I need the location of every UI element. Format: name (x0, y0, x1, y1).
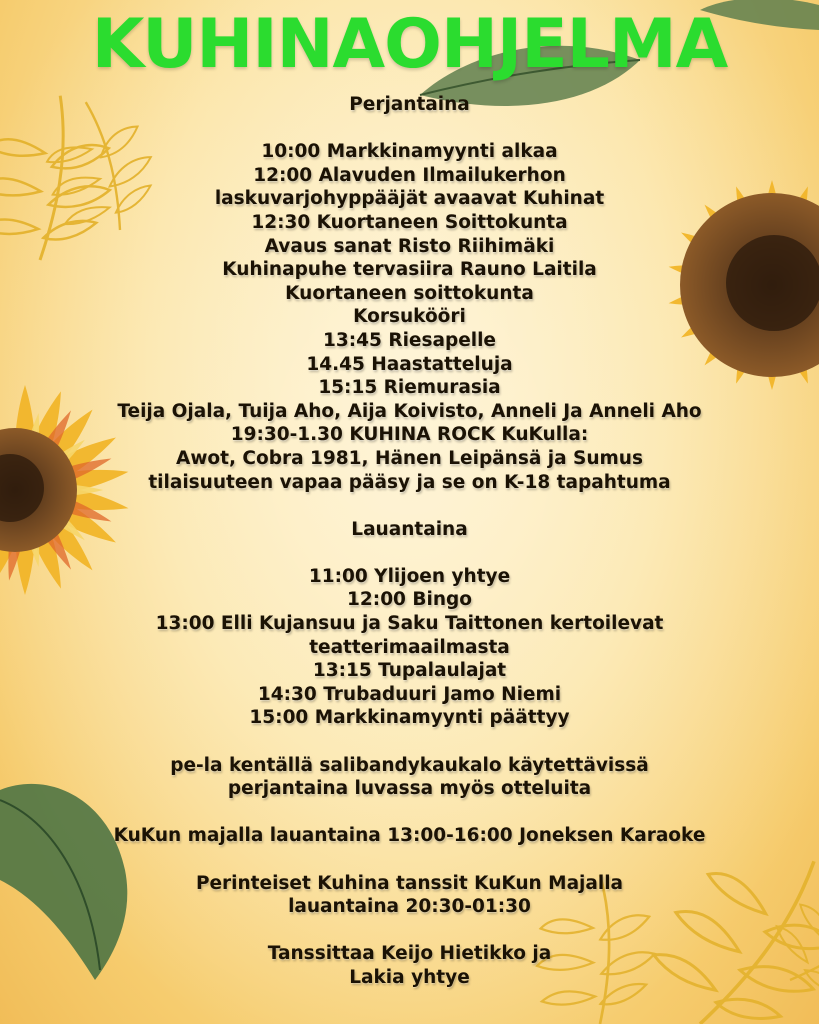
saturday-heading: Lauantaina (351, 518, 468, 540)
friday-item: tilaisuuteen vapaa pääsy ja se on K-18 tapahtuma (148, 471, 671, 493)
saturday-item: 14:30 Trubaduuri Jamo Niemi (257, 683, 562, 705)
saturday-item: 12:00 Bingo (347, 589, 472, 611)
friday-item: Kuhinapuhe tervasiira Rauno Laitila (222, 259, 597, 281)
saturday-item: teatterimaailmasta (309, 636, 510, 658)
friday-item: 13:45 Riesapelle (323, 329, 496, 351)
friday-item: laskuvarjohyppääjät avaavat Kuhinat (214, 188, 605, 210)
friday-item: 15:15 Riemurasia (318, 377, 501, 399)
friday-heading: Perjantaina (349, 94, 470, 115)
friday-item: 12:00 Alavuden Ilmailukerhon (253, 164, 566, 186)
friday-item: 14.45 Haastatteluja (306, 353, 513, 375)
friday-item: 10:00 Markkinamyynti alkaa (261, 141, 558, 163)
friday-item: 19:30-1.30 KUHINA ROCK KuKulla: (230, 424, 589, 446)
program-text (0, 93, 819, 990)
floorball-note: perjantaina luvassa myös otteluita (227, 778, 592, 800)
floorball-note: pe-la kentällä salibandykaukalo käytettävissä (170, 754, 649, 776)
saturday-item: 11:00 Ylijoen yhtye (308, 565, 511, 587)
friday-item: Teija Ojala, Tuija Aho, Aija Koivisto, Anneli Ja Anneli Aho (117, 400, 702, 422)
band-note: Tanssittaa Keijo Hietikko ja (267, 943, 552, 965)
saturday-item: 15:00 Markkinamyynti päättyy (249, 707, 570, 729)
saturday-item: 13:15 Tupalaulajat (312, 660, 507, 682)
band-note: Lakia yhtye (349, 966, 470, 988)
saturday-item: 13:00 Elli Kujansuu ja Saku Taittonen kertoilevat (155, 613, 664, 635)
dance-note: lauantaina 20:30-01:30 (288, 896, 531, 918)
friday-item: 12:30 Kuortaneen Soittokunta (251, 211, 568, 233)
friday-item: Korsuköörі (353, 306, 466, 328)
friday-item: Kuortaneen soittokunta (285, 282, 534, 304)
karaoke-note: KuKun majalla lauantaina 13:00-16:00 Joneksen Karaoke (113, 825, 706, 847)
friday-item: Avaus sanat Risto Riihimäki (264, 235, 555, 257)
dance-note: Perinteiset Kuhina tanssit KuKun Majalla (195, 872, 624, 894)
poster-title: KUHINAOHJELMA (91, 5, 728, 84)
friday-item: Awot, Cobra 1981, Hänen Leipänsä ja Sumus (176, 447, 643, 469)
